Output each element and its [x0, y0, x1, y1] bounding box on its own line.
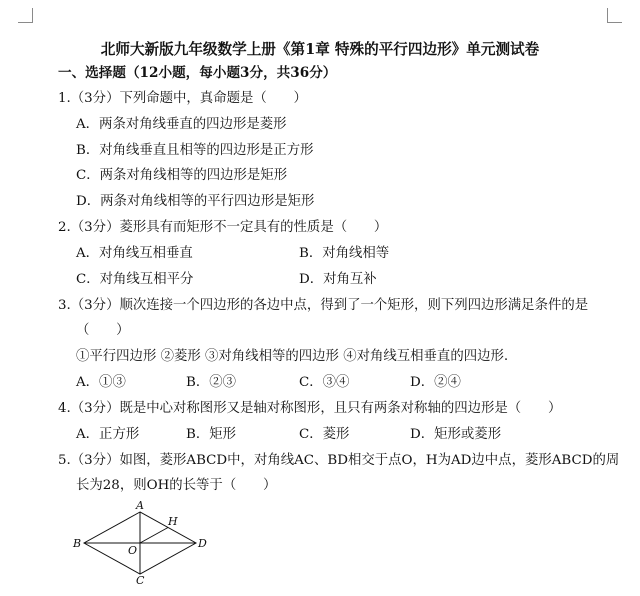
question-4-option-b: B．矩形	[186, 427, 237, 442]
point-label-h: H	[168, 515, 178, 528]
question-3-stem: 3.（3分）顺次连接一个四边形的各边中点，得到了一个矩形，则下列四边形满足条件的是	[58, 298, 589, 313]
vertex-label-b: B	[73, 537, 82, 550]
question-3-conditions: ①平行四边形 ②菱形 ③对角线相等的四边形 ④对角线互相垂直的四边形.	[76, 349, 509, 364]
question-4-stem: 4.（3分）既是中心对称图形又是轴对称图形，且只有两条对称轴的四边形是（ ）	[58, 401, 562, 416]
question-1-option-b: B．对角线垂直且相等的四边形是正方形	[76, 143, 314, 158]
question-3-option-b: B．②③	[186, 375, 237, 390]
vertex-label-d: D	[198, 537, 207, 550]
question-2-stem: 2.（3分）菱形具有而矩形不一定具有的性质是（ ）	[58, 220, 388, 235]
question-4-option-c: C．菱形	[299, 427, 350, 442]
question-1-option-d: D．两条对角线相等的平行四边形是矩形	[76, 194, 315, 209]
question-1-option-a: A．两条对角线垂直的四边形是菱形	[76, 117, 287, 132]
question-2-option-c: C．对角线互相平分	[76, 272, 194, 287]
question-4-option-d: D．矩形或菱形	[410, 427, 502, 442]
question-3-stem-continued: （ ）	[76, 323, 130, 338]
question-1-stem: 1.（3分）下列命题中，真命题是（ ）	[58, 91, 307, 106]
vertex-label-c: C	[136, 574, 145, 584]
page-corner-mark-left	[18, 8, 33, 23]
rhombus-figure	[70, 500, 210, 584]
point-label-o: O	[128, 544, 138, 557]
segment-oh	[140, 528, 168, 544]
question-3-option-c: C．③④	[299, 375, 350, 390]
page-title: 北师大新版九年级数学上册《第1章 特殊的平行四边形》单元测试卷	[100, 41, 540, 58]
question-5-stem: 5.（3分）如图，菱形ABCD中，对角线AC、BD相交于点O，H为AD边中点，菱形ABCD的周	[58, 453, 620, 468]
page-corner-mark-right	[607, 8, 622, 23]
question-2-option-a: A．对角线互相垂直	[76, 246, 193, 261]
question-3-option-a: A．①③	[76, 375, 126, 390]
section-heading: 一、选择题（12小题，每小题3分，共36分）	[58, 65, 337, 81]
question-5-stem-continued: 长为28，则OH的长等于（ ）	[76, 478, 277, 493]
question-3-option-d: D．②④	[410, 375, 461, 390]
vertex-label-a: A	[136, 500, 144, 512]
question-4-option-a: A．正方形	[76, 427, 140, 442]
question-1-option-c: C．两条对角线相等的四边形是矩形	[76, 168, 288, 183]
rhombus-diagram	[70, 500, 210, 584]
question-2-option-d: D．对角互补	[299, 272, 377, 287]
question-2-option-b: B．对角线相等	[299, 246, 390, 261]
